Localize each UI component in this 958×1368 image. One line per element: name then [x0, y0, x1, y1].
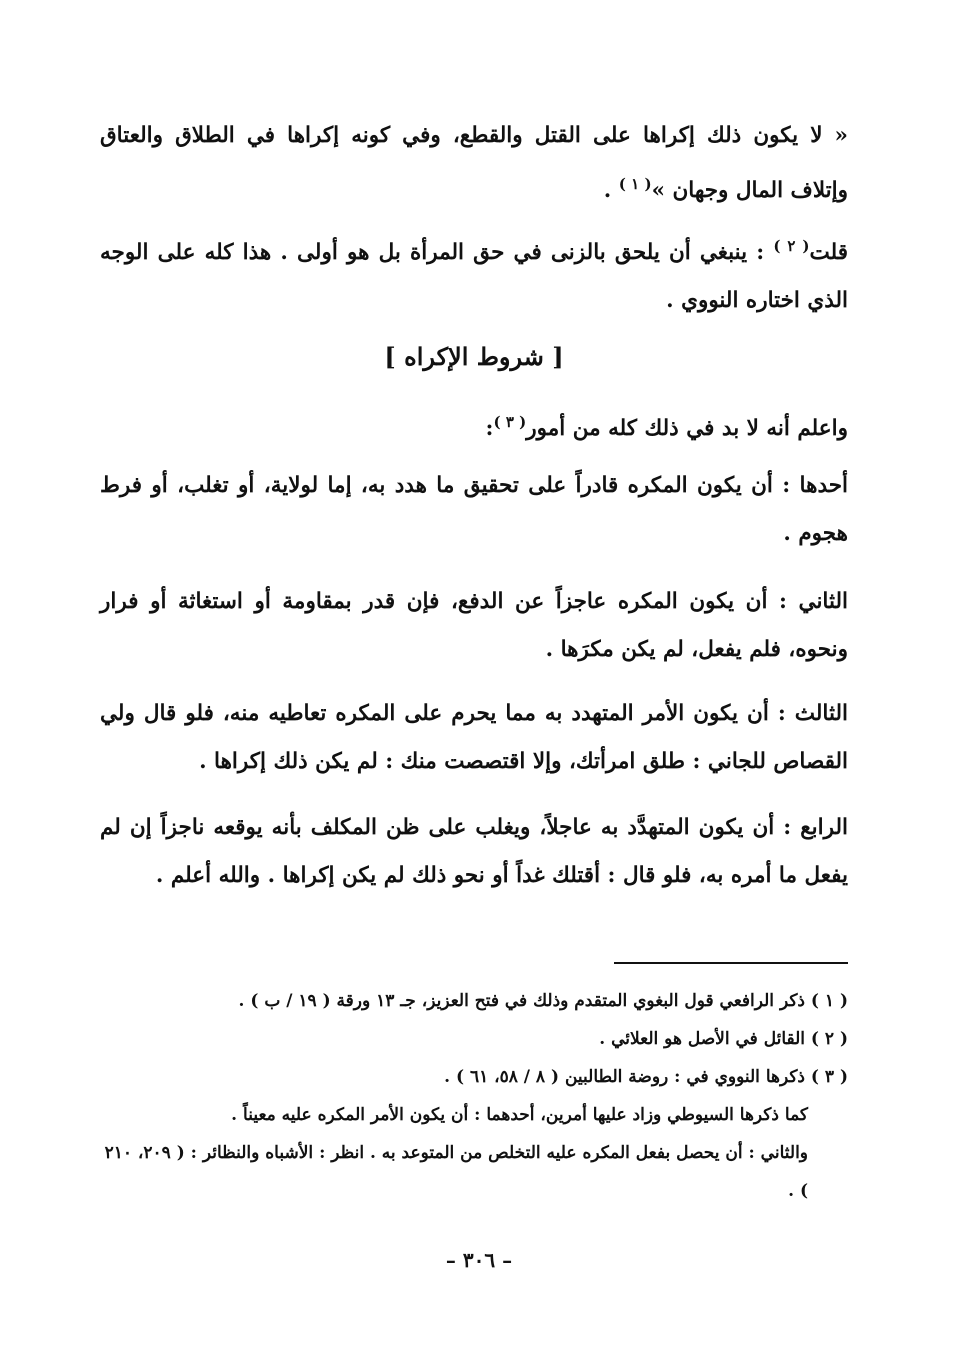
condition-second	[100, 578, 848, 674]
footnote-1: ( ١ ) ذكر الرافعي قول البغوي المتقدم وذلك في فتح العزيز، جـ ١٣ ورقة ( ١٩ / ب ) .	[238, 991, 848, 1011]
footnote-ref-1[interactable]: ( ١ )	[618, 175, 652, 193]
comment-lead: قلت	[809, 240, 849, 266]
condition-third	[100, 690, 848, 786]
condition-text: أحدها : أن يكون المكره قادراً على تحقيق ما هدد به، إما لولاية، أو تغلب، أو فرط هجوم .	[100, 473, 848, 546]
quote-text: « لا يكون ذلك إكراها على القتل والقطع، وفي كونه إكراها في الطلاق والعتاق وإتلاف المال وجهان »	[100, 123, 848, 204]
section-heading: [ شروط الإكراه ]	[384, 342, 564, 371]
condition-text: الرابع : أن يكون المتهدَّد به عاجلاً، ويغلب على ظن المكلف بأنه يوقعه ناجزاً إن لم يفعل ما أمره به، فلو قال : أقتلك غداً أو نحو ذلك لم يكن إكراها . والله أعلم .	[100, 815, 848, 888]
condition-first	[100, 462, 848, 558]
condition-text: الثالث : أن يكون الأمر المتهدد به مما يحرم على المكره تعاطيه منه، فلو قال ولي القصاص للجاني : طلق امرأتك، وإلا اقتصصت منك : لم يكن ذلك إكراها .	[100, 701, 848, 774]
paragraph-comment	[100, 222, 848, 325]
condition-text: الثاني : أن يكون المكره عاجزاً عن الدفع، فإن قدر بمقاومة أو استغاثة أو فرار ونحوه، فلم يفعل، لم يكن مكرَها .	[100, 589, 848, 662]
intro-tail: :	[485, 416, 494, 442]
footnote-divider	[614, 962, 848, 964]
condition-fourth	[100, 804, 848, 900]
comment-text: : ينبغي أن يلحق بالزنى في حق المرأة بل هو أولى . هذا كله على الوجه الذي اختاره النووي .	[100, 240, 848, 314]
footnote-2: ( ٢ ) القائل في الأصل هو العلائي .	[599, 1029, 848, 1049]
footnotes	[100, 982, 848, 1210]
footnote-3: ( ٣ ) ذكرها النووي في : روضة الطالبين ( ٨ / ٥٨، ٦١ ) .	[444, 1067, 848, 1087]
footnote-ref-3[interactable]: ( ٣ )	[493, 413, 527, 431]
paragraph-intro	[100, 398, 848, 453]
quote-tail: .	[603, 178, 612, 204]
paragraph-quote	[100, 112, 848, 215]
footnote-ref-2[interactable]: ( ٢ )	[773, 237, 810, 255]
page-number: – ٣٠٦ –	[445, 1248, 513, 1272]
footnote-3-continuation: والثاني : أن يحصل بفعل المكره عليه التخلص من المتوعد به . انظر : الأشباه والنظائر : ( ٢٠٩، ٢١٠ ) .	[104, 1143, 808, 1201]
intro-text: واعلم أنه لا بد في ذلك كله من أمور	[526, 416, 848, 442]
footnote-3-continuation: كما ذكرها السيوطي وزاد عليها أمرين، أحدهما : أن يكون الأمر المكره عليه معيناً .	[231, 1105, 808, 1125]
